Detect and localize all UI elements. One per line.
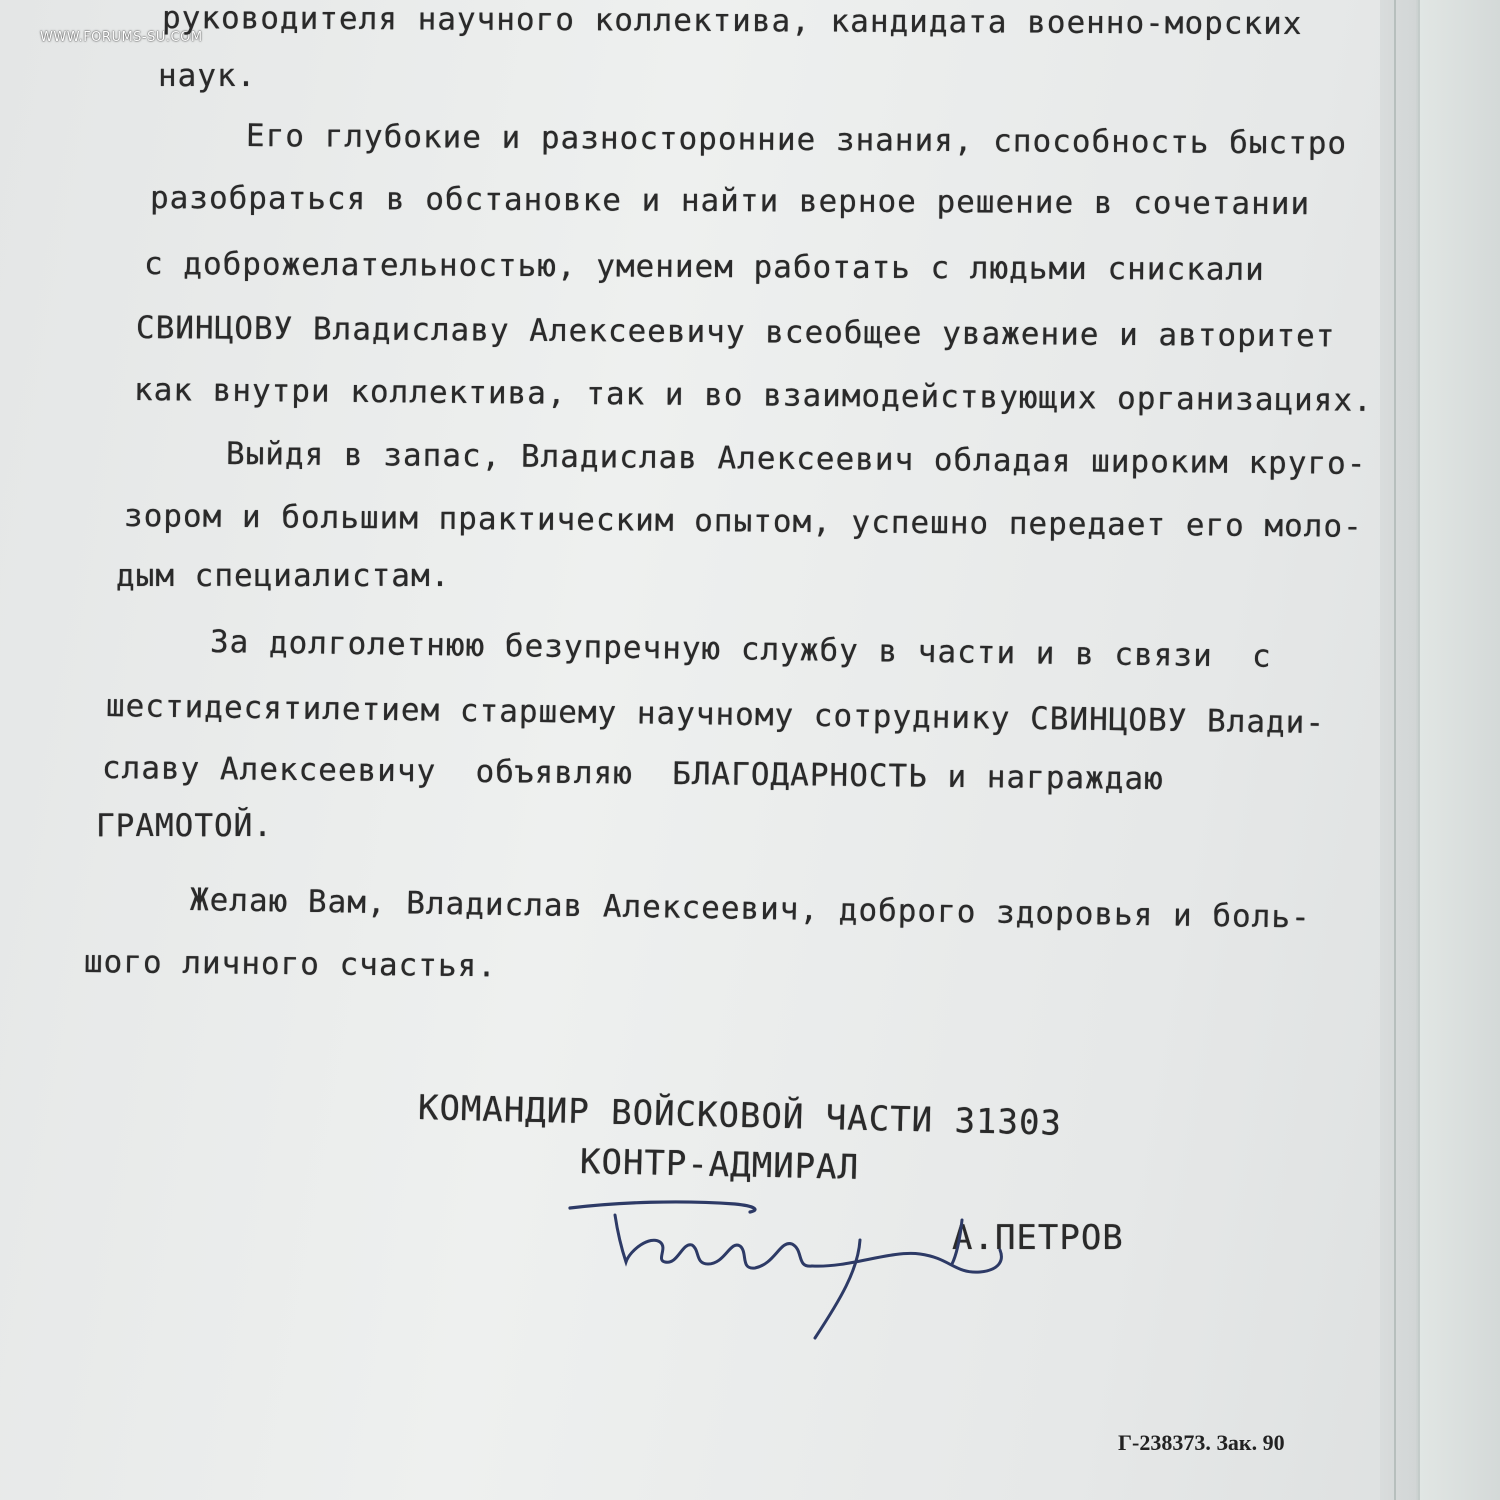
handwritten-signature (560, 1180, 1030, 1350)
text-line: с доброжелательностью, умением работать с людьми снискали (143, 246, 1265, 288)
signatory-name: А.ПЕТРОВ (952, 1218, 1124, 1258)
text-line: шестидесятилетием старшему научному сотруднику СВИНЦОВУ Влади- (105, 688, 1326, 742)
text-line: разобраться в обстановке и найти верное решение в сочетании (149, 180, 1311, 223)
commander-title: КОМАНДИР ВОЙСКОВОЙ ЧАСТИ 31303 (417, 1088, 1063, 1144)
text-line: СВИНЦОВУ Владиславу Алексеевичу всеобщее уважение и авторитет (135, 310, 1336, 355)
text-line: как внутри коллектива, так и во взаимодействующих организациях. (133, 372, 1373, 419)
text-line: зором и большим практическим опытом, успешно передает его моло- (123, 498, 1363, 545)
text-line: руководителя научного коллектива, кандидата военно-морских (161, 0, 1303, 42)
rank-title: КОНТР-АДМИРАЛ (579, 1142, 860, 1188)
text-line: славу Алексеевичу объявляю БЛАГОДАРНОСТЬ и награждаю (101, 750, 1164, 798)
edge-line (1418, 0, 1420, 1500)
text-line: За долголетнюю безупречную службу в части и в связи с (209, 624, 1272, 675)
edge-line (1394, 0, 1396, 1500)
text-line: Выйдя в запас, Владислав Алексеевич обладая широким круго- (225, 436, 1367, 482)
text-line: дым специалистам. (116, 558, 451, 594)
watermark: WWW.FORUMS-SU.COM (40, 30, 203, 45)
text-line: ГРАМОТОЙ. (96, 808, 273, 844)
text-line: Желаю Вам, Владислав Алексеевич, доброго здоровья и боль- (189, 882, 1311, 936)
paper-edge (1380, 0, 1500, 1500)
text-line: наук. (158, 58, 257, 94)
print-order-code: Г-238373. Зак. 90 (1118, 1430, 1285, 1455)
text-line: Его глубокие и разносторонние знания, способность быстро (245, 118, 1348, 162)
text-line: шого личного счастья. (83, 944, 498, 985)
